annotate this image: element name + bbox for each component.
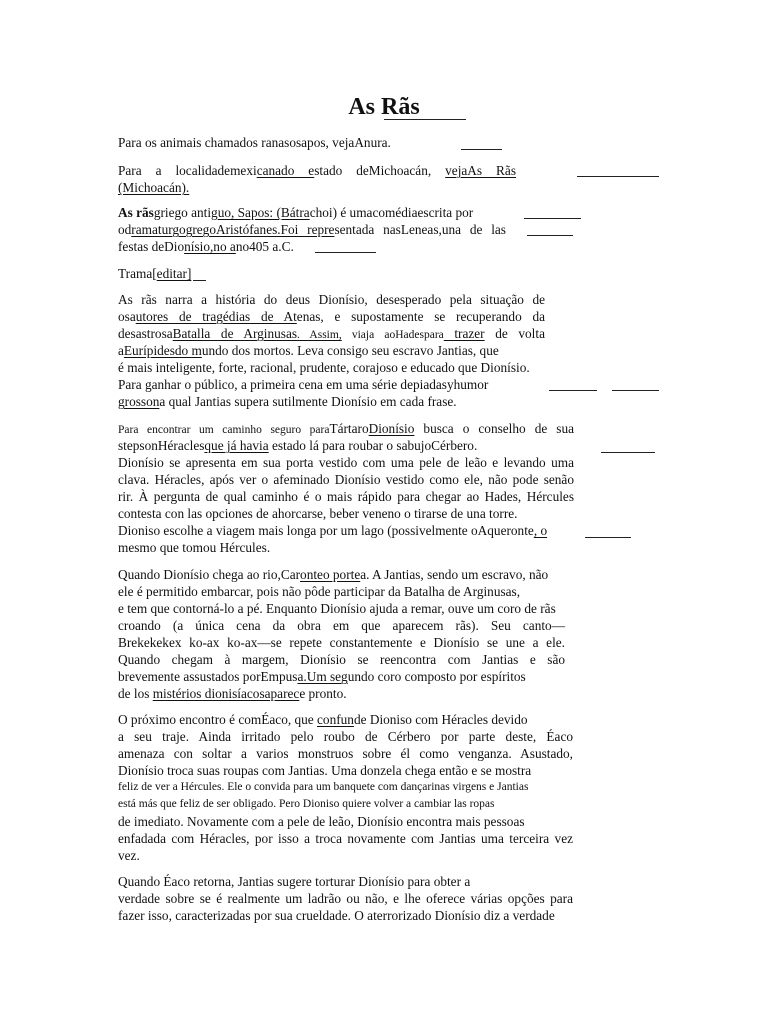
link[interactable]: trazer xyxy=(443,326,485,341)
heading-text: Trama[ xyxy=(118,266,157,281)
text-span: de Dioniso com Héracles devido xyxy=(353,712,528,727)
paragraph-line xyxy=(118,420,574,437)
text-span: Quando Dionísio chega ao rio,Car xyxy=(118,567,301,582)
hatnote-locality xyxy=(118,162,516,196)
paragraph-trama-5 xyxy=(118,873,573,924)
heading-rule xyxy=(193,280,206,281)
paragraph-trama-1 xyxy=(118,291,545,410)
paragraph-line: contesta con las opciones de ahorcarse, beber veneno o tirarse de una torre. xyxy=(118,506,518,521)
paragraph-rule xyxy=(601,452,655,453)
paragraph-line xyxy=(118,342,545,359)
paragraph-line: mesmo que tomou Hércules. xyxy=(118,540,271,555)
link[interactable]: grosson xyxy=(118,394,160,409)
text-span: enas, e supostamente se recuperando da xyxy=(296,309,545,324)
paragraph-line xyxy=(118,437,574,454)
link[interactable]: ramaturgogregoAristófanes.Foi repre xyxy=(131,222,335,237)
edit-link[interactable]: editar] xyxy=(156,266,192,281)
text-span: Tártaro xyxy=(329,421,369,436)
text-span: Para encontrar um caminho seguro para xyxy=(118,424,330,436)
paragraph-line: a seu traje. Ainda irritado pelo roubo de Cérbero por parte deste, Éaco xyxy=(118,729,573,744)
hatnote-rule xyxy=(461,149,502,150)
text-span: choi) é umacomédiaescrita por xyxy=(309,205,474,220)
paragraph-line: de imediato. Novamente com a pele de leão, Dionísio encontra mais pessoas xyxy=(118,814,525,829)
link[interactable]: mistérios dionisíacosaparec xyxy=(152,686,300,701)
hatnote-line xyxy=(118,162,516,179)
paragraph-line: fazer isso, caracterizadas por sua crueldade. O aterrorizado Dionísio diz a verdade xyxy=(118,908,555,923)
text-span: undo coro composto por espíritos xyxy=(347,669,526,684)
paragraph-line xyxy=(118,325,545,342)
link[interactable]: Batalla de Arginusas xyxy=(172,326,298,341)
intro-paragraph xyxy=(118,204,506,255)
paragraph-line: rir. À pergunta de qual caminho é o mais rápido para chegar ao Hades, Hércules xyxy=(118,489,574,504)
text-span: e pronto. xyxy=(299,686,347,701)
paragraph-line: está más que feliz de ser obligado. Pero Dioniso quiere volver a cambiar las ropas xyxy=(118,798,495,810)
link[interactable]: Eurípidesdo m xyxy=(123,343,202,358)
intro-line xyxy=(118,238,506,255)
link[interactable]: onteo porte xyxy=(300,567,361,582)
link[interactable]: nísio,no a xyxy=(184,239,236,254)
paragraph-line: Quando chegam à margem, Dionísio se reencontra com Jantias e são xyxy=(118,652,565,667)
intro-rule xyxy=(315,252,376,253)
hatnote-animals xyxy=(118,134,573,151)
link[interactable]: confun xyxy=(317,712,354,727)
text-span: de los xyxy=(118,686,153,701)
hatnote-rule xyxy=(577,176,659,177)
text-span: griego antig xyxy=(153,205,218,220)
hatnote-line: Para os animais chamados ranasosapos, vejaAnura. xyxy=(118,135,391,150)
link[interactable]: utores de tragédias de At xyxy=(135,309,297,324)
text-span: busca o conselho de sua xyxy=(414,421,574,436)
paragraph-line xyxy=(118,522,574,539)
paragraph-line xyxy=(118,308,545,325)
intro-rule xyxy=(527,235,573,236)
paragraph-rule xyxy=(585,537,631,538)
paragraph-line: As rãs narra a história do deus Dionísio, desesperado pela situação de xyxy=(118,292,545,307)
paragraph-line: é mais inteligente, forte, racional, prudente, corajoso e educado que Dionísio. xyxy=(118,360,530,375)
paragraph-line: ele é permitido embarcar, pois não pôde participar da Batalha de Arginusas, xyxy=(118,584,521,599)
text-span: undo dos mortos. Leva consigo seu escravo Jantias, que xyxy=(201,343,499,358)
text-span: a xyxy=(118,343,124,358)
paragraph-line: verdade sobre se é realmente um ladrão ou não, e lhe oferece várias opções para xyxy=(118,891,573,906)
paragraph-line xyxy=(118,393,545,410)
link[interactable]: , o xyxy=(533,523,548,538)
text-span: od xyxy=(118,222,132,237)
text-span: desastrosa xyxy=(118,326,173,341)
intro-rule xyxy=(524,218,581,219)
hatnote-line xyxy=(118,179,516,196)
text-span: Dioniso escolhe a viagem mais longa por um lago (possivelmente oAqueronte xyxy=(118,523,534,538)
paragraph-line xyxy=(118,711,573,728)
link[interactable]: (Michoacán). xyxy=(118,180,190,195)
paragraph-line: clava. Héracles, após ver o afeminado Dionísio vestido como ele, não pode senão xyxy=(118,472,574,487)
text-span: sentada nasLeneas,una de las xyxy=(334,222,506,237)
text-span: viaja aoHadespara xyxy=(341,329,444,341)
paragraph-line: vez. xyxy=(118,848,140,863)
paragraph-line: Brekekekex ko-ax ko-ax—se repete constantemente e Dionísio se une a ele. xyxy=(118,635,565,650)
paragraph-line xyxy=(118,566,565,583)
paragraph-line xyxy=(118,685,565,702)
paragraph-line: croando (a única cena da obra em que aparecem rãs). Seu canto— xyxy=(118,618,565,633)
text-span: a qual Jantias supera sutilmente Dionísio em cada frase. xyxy=(159,394,457,409)
text-span: no405 a.C. xyxy=(235,239,294,254)
paragraph-trama-4 xyxy=(118,711,573,864)
link[interactable]: . Assim, xyxy=(297,329,342,341)
bold-title-text: As rãs xyxy=(118,205,154,220)
paragraph-line: feliz de ver a Hércules. Ele o convida para um banquete com dançarinas virgens e Jantias xyxy=(118,781,529,793)
text-span: O próximo encontro é comÉaco, que xyxy=(118,712,318,727)
section-heading-trama xyxy=(118,265,573,282)
text-span: brevemente assustados porEmpus xyxy=(118,669,298,684)
title-underline-rule xyxy=(384,119,466,120)
paragraph-rule xyxy=(549,390,597,391)
text-span: festas deDio xyxy=(118,239,185,254)
link[interactable]: que já havia xyxy=(204,438,269,453)
paragraph-line xyxy=(118,668,565,685)
text-span: stepsonHéracles xyxy=(118,438,205,453)
paragraph-line: amenaza con soltar a varios monstruos sobre él como venganza. Asustado, xyxy=(118,746,573,761)
paragraph-rule xyxy=(612,390,659,391)
heading-line xyxy=(118,265,573,282)
text-span: stado deMichoacán, xyxy=(314,163,432,178)
link[interactable]: Dionísio xyxy=(368,421,415,436)
paragraph-trama-3 xyxy=(118,566,565,702)
link[interactable]: vejaAs Rãs xyxy=(445,163,516,178)
text-span: a. A Jantias, sendo um escravo, não xyxy=(360,567,549,582)
paragraph-trama-2 xyxy=(118,420,574,556)
paragraph-line: Para ganhar o público, a primeira cena em uma série depiadasyhumor xyxy=(118,377,489,392)
paragraph-line: e tem que contorná-lo a pé. Enquanto Dionísio ajuda a remar, ouve um coro de rãs xyxy=(118,601,556,616)
text-span: de volta xyxy=(484,326,545,341)
paragraph-line: Dionísio se apresenta em sua porta vestido com uma pele de leão e levando uma xyxy=(118,455,574,470)
paragraph-line: Dionísio troca suas roupas com Jantias. Uma donzela chega então e se mostra xyxy=(118,763,532,778)
text-span: Para a localidademexi xyxy=(118,163,257,178)
link[interactable]: a.Um seg xyxy=(297,669,348,684)
intro-line xyxy=(118,221,506,238)
link[interactable]: canado e xyxy=(256,163,315,178)
paragraph-line: Quando Éaco retorna, Jantias sugere torturar Dionísio para obter a xyxy=(118,874,471,889)
text-span: estado lá para roubar o sabujoCérbero. xyxy=(268,438,478,453)
link[interactable]: uo, Sapos: (Bátra xyxy=(217,205,310,220)
intro-line xyxy=(118,204,506,221)
text-span: osa xyxy=(118,309,136,324)
page-title: As Rãs xyxy=(348,94,420,120)
paragraph-line: enfadada com Héracles, por isso a troca novamente com Jantias uma terceira vez xyxy=(118,831,573,846)
